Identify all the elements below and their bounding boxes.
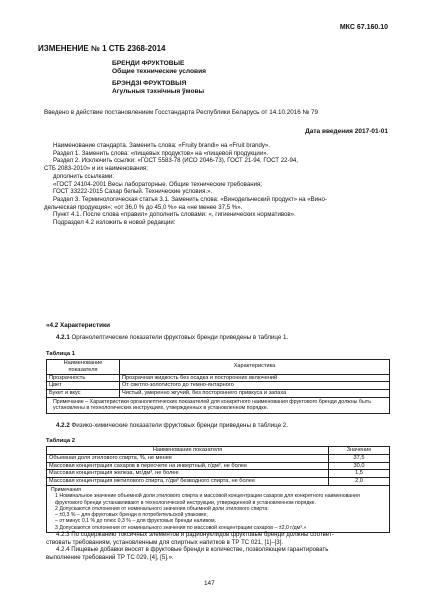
table2-notes [47,485,390,532]
table-header-cell: Характеристика [120,360,390,375]
intro-text: Введено в действие постановлением Госстандарта Республики Беларусь от 14.10.2016 № 79 [44,109,318,116]
table-header-row [47,360,390,375]
subtitle-ru: Общие технические условия [112,68,207,76]
table-row [47,470,390,478]
mks-code: МКС 67.160.10 [339,24,388,31]
body-line: Наименование стандарта. Заменить слова: «Fruity brandi» на «Fruit brandy». [53,142,271,149]
table-cell: Цвет [47,382,120,390]
note-item: – от минус 0,1 % до плюс 0,3 % – для фруктовых бренди наливом. [55,518,216,525]
paragraph-4-2-1 [56,334,288,341]
table-cell: Массовая концентрация железа, мг/дм³, не более [47,470,329,478]
table-cell: 37,5 [329,454,390,462]
body-line: «ГОСТ 24104-2001 Весы лабораторные. Общие технические требования; [53,180,262,188]
table-row [47,374,390,382]
paragraph-text: Органолептические показатели фруктовых бренди приведены в таблице 1. [69,334,289,341]
table-cell: Чистый, умеренно жгучий, без постороннего привкуса и запаха [120,390,390,398]
section-heading: «4.2 Характеристики [46,322,110,329]
note-item: 1 Номинальное значение объемной доли этилового спирта и массовой концентрации сахаров для конкретного наименования фруктового бренди устанавливают в технологической инструкции, утвержденной в установленном порядке. [55,493,360,506]
paragraph-text: Физико-химические показатели фруктовых бренди приведены в таблице 2. [69,422,288,429]
table-notes-row [47,485,390,532]
table-row [47,478,390,486]
paragraph-4-2-2 [56,422,288,429]
table-cell: 2,0 [329,478,390,486]
body-line: Подраздел 4.2 изложить в новой редакции: [53,219,176,227]
table-cell: Прозрачность [47,374,120,382]
table-header-cell: Наименование показателя [47,360,120,375]
page-number: 147 [204,580,215,587]
note-item: – ±0,3 % – для фруктовых бренди в потребительской упаковке; [55,512,208,519]
body-text [44,142,390,227]
body-line: дельческая продукция»; «от 36,0 % до 45,0 %» на «не менее 37,5 %». [44,203,243,211]
table-cell: Массовая концентрация метилового спирта, г/дм³ безводного спирта, не более [47,478,329,486]
table-cell: 30,0 [329,462,390,470]
table2 [46,446,390,533]
table-cell: Букет и вкус [47,390,120,398]
title-by: БРЭНДЗІ ФРУКТОВЫЯ [112,79,187,87]
table-row [47,382,390,390]
note-item: 2 Допускаются отклонения от номинального значения объемной доли этилового спирта: [55,505,269,512]
table-cell: От светло-золотистого до темно-янтарного [120,382,390,390]
table-header-row [47,447,390,455]
table1-caption: Таблица 1 [46,351,75,357]
body-line: Раздел 3. Терминологическая статья 3.1. Заменить слова: «Винодельческий продукт» на «Вино- [53,195,327,203]
notes-title: Примечания [51,486,81,493]
table-header-cell: Наименование показателя [47,447,329,455]
body-line: СТБ 2083-2010» и их наименования; [44,165,148,173]
table-cell: Прозрачная жидкость без осадка и посторонних включений [120,374,390,382]
body-line: дополнить ссылками: [53,172,114,180]
tail-line: выполнение требований ТР ТС 029, [4], [5].». [46,554,174,562]
table1 [46,359,390,414]
tail-line: 4.2.4 Пищевые добавки вносят в фруктовые бренди в количестве, позволяющем гарантировать [56,546,329,554]
body-line: Раздел 1. Заменить слова: «пищевых продуктов» на «пищевой продукции». [53,149,269,157]
tail-line: ствовать требованиям, установленным для спиртных напитков в ТР ТС 021, [1]–[3]. [46,538,284,546]
change-title: ИЗМЕНЕНИЕ № 1 СТБ 2368-2014 [38,44,166,53]
note-item: 3 Допускаются отклонения от номинального значения по массовой концентрации сахаров – ±2,0 г/дм³.» [55,524,307,531]
table-row [47,454,390,462]
table-header-cell: Значение [329,447,390,455]
table-row [47,462,390,470]
table-row [47,390,390,398]
paragraph-number: 4.2.2 [56,422,70,429]
title-ru: БРЕНДИ ФРУКТОВЫЕ [112,60,185,67]
title-block [112,60,206,97]
body-line: Пункт 4.1. После слова «правил» дополнить словами: «, гигиенических нормативов». [53,211,296,219]
paragraph-number: 4.2.1 [56,334,70,341]
subtitle-by: Агульныя тэхнічныя ўмовы [112,88,205,96]
body-line: Раздел 2. Исключить ссылки: «ГОСТ 5583-78 (ИСО 2046-73), ГОСТ 21-94, ГОСТ 22-94, [53,157,299,165]
table-note-row [47,397,390,413]
table2-caption: Таблица 2 [46,438,75,444]
table1-note: Примечание – Характеристики органолептических показателей для конкретного наименования фруктового бренди должны быть установлены в технологических инструкциях, утвержденных в установленном порядке. [47,397,390,413]
tail-text [46,531,392,562]
table-cell: Объемная доля этилового спирта, %, не менее [47,454,329,462]
effective-date: Дата введения 2017-01-01 [305,128,388,135]
body-line: ГОСТ 33222-2015 Сахар белый. Технические условия.». [53,188,213,196]
tail-line: 4.2.3 По содержанию токсичных элементов и радионуклидов фруктовые бренди должны соответ- [56,531,334,538]
table-cell: Массовая концентрация сахаров в пересчете на инвертный, г/дм³, не более [47,462,329,470]
table-cell: 1,5 [329,470,390,478]
